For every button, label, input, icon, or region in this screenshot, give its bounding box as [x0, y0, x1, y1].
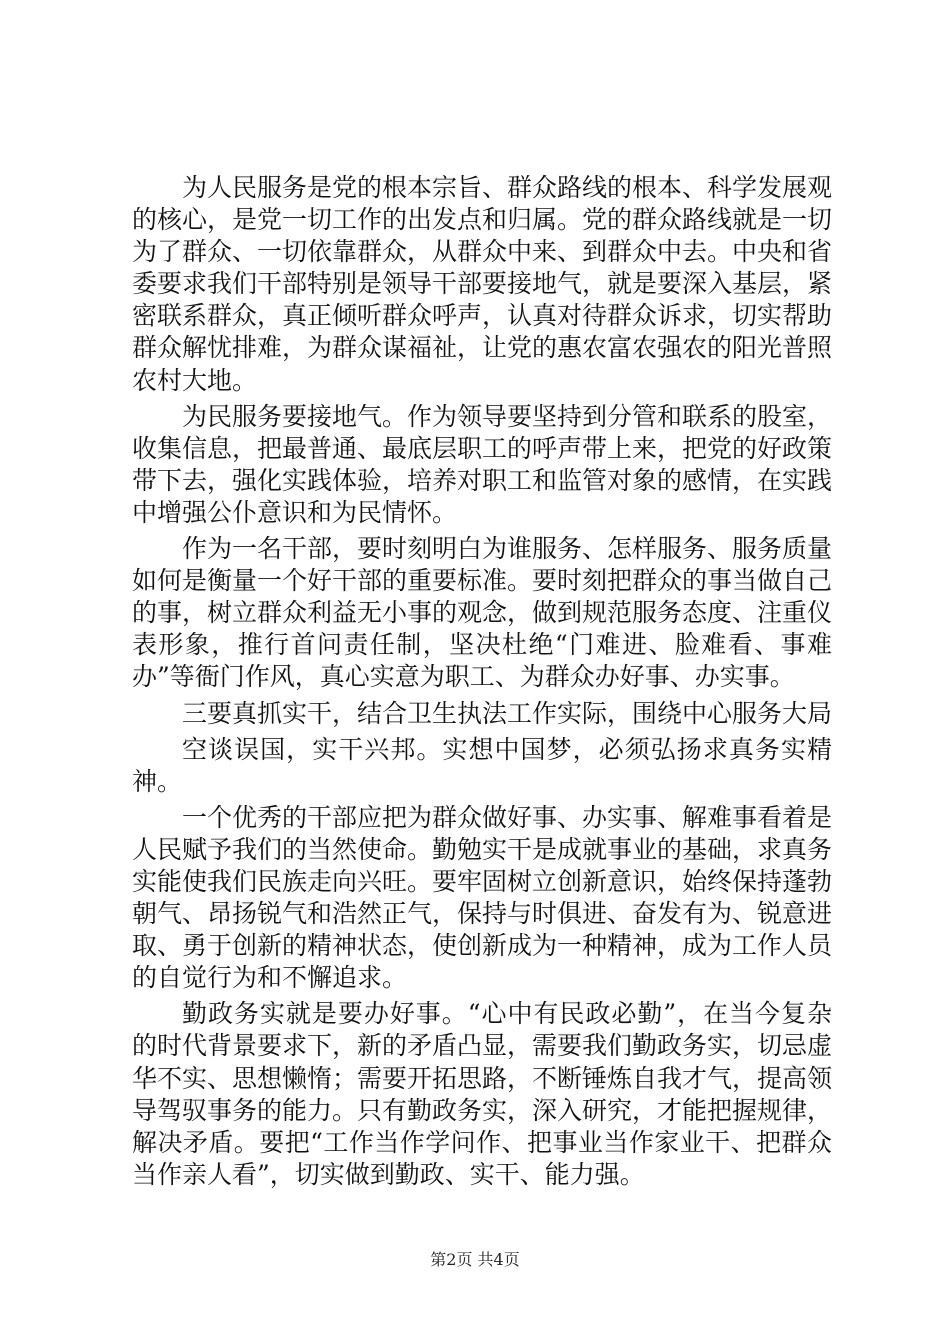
- section-heading: 三要真抓实干，结合卫生执法工作实际，围绕中心服务大局: [182, 698, 833, 728]
- paragraph: 一个优秀的干部应把为群众做好事、办实事、解难事看着是人民赋予我们的当然使命。勤勉实干是成就事业的基础，求真务实能使我们民族走向兴旺。要牢固树立创新意识，始终保持蓬勃朝气、昂扬锐气和浩然正气，保持与时俱进、奋发有为、锐意进取、勇于创新的精神状态，使创新成为一种精神，成为工作人员的自觉行为和不懈追求。: [132, 802, 833, 993]
- paragraph: 为民服务要接地气。作为领导要坚持到分管和联系的股室，收集信息，把最普通、最底层职工的呼声带上来，把党的好政策带下去，强化实践体验，培养对职工和监管对象的感情，在实践中增强公仆意识和为民情怀。: [132, 401, 833, 527]
- document-body: [132, 172, 832, 1191]
- paragraph: 勤政务实就是要办好事。“心中有民政必勤”，在当今复杂的时代背景要求下，新的矛盾凸显，需要我们勤政务实，切忌虚华不实、思想懒惰；需要开拓思路，不断锤炼自我才气，提高领导驾驭事务的能力。只有勤政务实，深入研究，才能把握规律，解决矛盾。要把“工作当作学问作、把事业当作家业干、把群众当作亲人看”，切实做到勤政、实干、能力强。: [132, 999, 833, 1189]
- paragraph: 为人民服务是党的根本宗旨、群众路线的根本、科学发展观的核心，是党一切工作的出发点和归属。党的群众路线就是一切为了群众、一切依靠群众，从群众中来、到群众中去。中央和省委要求我们干部特别是领导干部要接地气，就是要深入基层，紧密联系群众，真正倾听群众呼声，认真对待群众诉求，切实帮助群众解忧排难，为群众谋福祉，让党的惠农富农强农的阳光普照农村大地。: [132, 173, 833, 395]
- page-number-footer: 第2页 共4页: [430, 1250, 520, 1269]
- paragraph: 空谈误国，实干兴邦。实想中国梦，必须弘扬求真务实精神。: [132, 734, 832, 796]
- paragraph: 作为一名干部，要时刻明白为谁服务、怎样服务、服务质量如何是衡量一个好干部的重要标准。要时刻把群众的事当做自己的事，树立群众利益无小事的观念，做到规范服务态度、注重仪表形象，推行首问责任制，坚决杜绝“门难进、脸难看、事难办”等衙门作风，真心实意为职工、为群众办好事、办实事。: [132, 534, 833, 692]
